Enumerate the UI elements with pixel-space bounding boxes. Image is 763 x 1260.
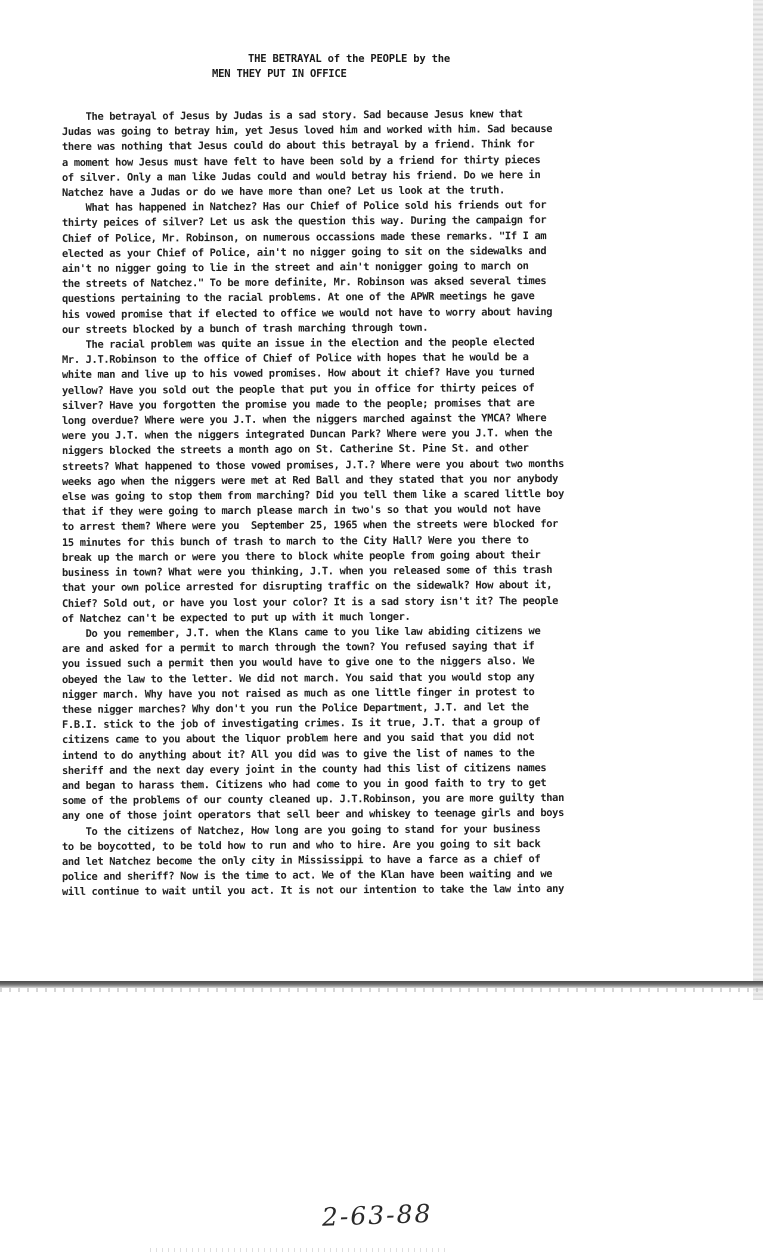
text-line: ain't no nigger going to lie in the street and ain't nonigger going to march on: [61, 260, 529, 276]
text-line: and began to harass them. Citizens who had come to you in good faith to try to get: [61, 776, 547, 792]
text-line: that your own police arrested for disrupting traffic on the sidewalk? How about it,: [61, 579, 553, 595]
text-line: to be boycotted, to be told how to run and who to hire. Are you going to sit back: [61, 837, 541, 853]
text-line: thirty peices of silver? Let us ask the question this way. During the campaign for: [61, 214, 547, 230]
text-line: a moment how Jesus must have felt to have been sold by a friend for thirty pieces: [61, 153, 541, 169]
text-line: yellow? Have you sold out the people that put you in office for thirty peices of: [61, 381, 535, 397]
text-line: his vowed promise that if elected to office we would not have to worry about having: [61, 305, 553, 321]
footer-noise: [150, 1248, 450, 1252]
text-line: to arrest them? Where were you September 25, 1965 when the streets were blocked for: [61, 518, 559, 534]
title-line-2: MEN THEY PUT IN OFFICE: [212, 68, 347, 80]
text-line: Natchez have a Judas or do we have more than one? Let us look at the truth.: [61, 184, 505, 200]
document-body: [62, 110, 707, 901]
document: [62, 52, 707, 901]
text-line: will continue to wait until you act. It is not our intention to take the law into any: [61, 883, 565, 899]
text-line: any one of those joint operators that sell beer and whiskey to teenage girls and boys: [61, 807, 565, 823]
text-line: niggers blocked the streets a month ago on St. Catherine St. Pine St. and other: [61, 442, 529, 458]
text-line: break up the march or were you there to block white people from going about their: [61, 548, 541, 564]
text-line: Mr. J.T.Robinson to the office of Chief of Police with hopes that he would be a: [61, 351, 529, 367]
text-line: citizens came to you about the liquor problem here and you said that you did not: [61, 731, 535, 747]
title-line-1: THE BETRAYAL of the PEOPLE by the: [248, 53, 451, 65]
page-bottom-edge: [0, 981, 763, 988]
text-line: F.B.I. stick to the job of investigating crimes. Is it true, J.T. that a group of: [61, 716, 541, 732]
text-line: 15 minutes for this bunch of trash to march to the City Hall? Were you there to: [61, 533, 529, 549]
scan-edge: [753, 0, 763, 1000]
text-line: that if they were going to march please march in two's so that you would not have: [61, 503, 541, 519]
text-line: nigger march. Why have you not raised as much as one little finger in protest to: [61, 685, 535, 701]
text-line: weeks ago when the niggers were met at Red Ball and they stated that you nor anybody: [61, 472, 559, 488]
text-line: streets? What happened to those vowed promises, J.T.? Where were you about two months: [61, 457, 565, 473]
text-line: Chief? Sold out, or have you lost your color? It is a sad story isn't it? The people: [61, 594, 559, 610]
text-line: Judas was going to betray him, yet Jesus loved him and worked with him. Sad because: [61, 123, 553, 139]
text-line: long overdue? Where were you J.T. when the niggers marched against the YMCA? Where: [61, 412, 547, 428]
text-line: of silver. Only a man like Judas could and would betray his friend. Do we here in: [61, 168, 541, 184]
text-line: police and sheriff? Now is the time to act. We of the Klan have been waiting and we: [61, 868, 553, 884]
text-line: The racial problem was quite an issue in the election and the people elected: [61, 336, 535, 352]
text-line: business in town? What were you thinking, J.T. when you released some of this trash: [61, 564, 553, 580]
text-line: What has happened in Natchez? Has our Chief of Police sold his friends out for: [61, 199, 547, 215]
text-line: The betrayal of Jesus by Judas is a sad story. Sad because Jesus knew that: [61, 108, 523, 123]
text-line: our streets blocked by a bunch of trash marching through town.: [61, 321, 429, 336]
handwritten-file-number: 2-63-88: [321, 1198, 433, 1232]
text-line: are and asked for a permit to march through the town? You refused saying that if: [61, 640, 535, 656]
text-line: some of the problems of our county cleaned up. J.T.Robinson, you are more guilty than: [61, 792, 565, 808]
text-line: white man and live up to his vowed promises. How about it chief? Have you turned: [61, 366, 535, 382]
text-line: the streets of Natchez." To be more definite, Mr. Robinson was aksed several times: [61, 275, 547, 291]
text-line: else was going to stop them from marching? Did you tell them like a scared little boy: [61, 488, 565, 504]
text-line: you issued such a permit then you would have to give one to the niggers also. We: [61, 655, 535, 671]
text-line: Chief of Police, Mr. Robinson, on numerous occassions made these remarks. "If I am: [61, 229, 547, 245]
text-line: of Natchez can't be expected to put up with it much longer.: [61, 610, 411, 625]
text-line: and let Natchez become the only city in Mississippi to have a farce as a chief of: [61, 853, 541, 868]
text-line: To the citizens of Natchez, How long are you going to stand for your business: [61, 822, 541, 838]
text-line: sheriff and the next day every joint in the county had this list of citizens names: [61, 761, 547, 777]
scan-noise: [0, 988, 763, 992]
text-line: Do you remember, J.T. when the Klans came to you like law abiding citizens we: [61, 624, 541, 640]
text-line: were you J.T. when the niggers integrated Duncan Park? Where were you J.T. when the: [61, 427, 553, 443]
text-line: obeyed the law to the letter. We did not march. You said that you would stop any: [61, 670, 535, 686]
text-line: silver? Have you forgotten the promise you made to the people; promises that are: [61, 396, 535, 412]
text-line: elected as your Chief of Police, ain't no nigger going to sit on the sidewalks and: [61, 244, 547, 260]
text-line: questions pertaining to the racial problems. At one of the APWR meetings he gave: [61, 290, 535, 306]
text-line: there was nothing that Jesus could do about this betrayal by a friend. Think for: [61, 138, 535, 154]
text-line: intend to do anything about it? All you did was to give the list of names to the: [61, 746, 535, 762]
text-line: these nigger marches? Why don't you run the Police Department, J.T. and let the: [61, 701, 529, 716]
